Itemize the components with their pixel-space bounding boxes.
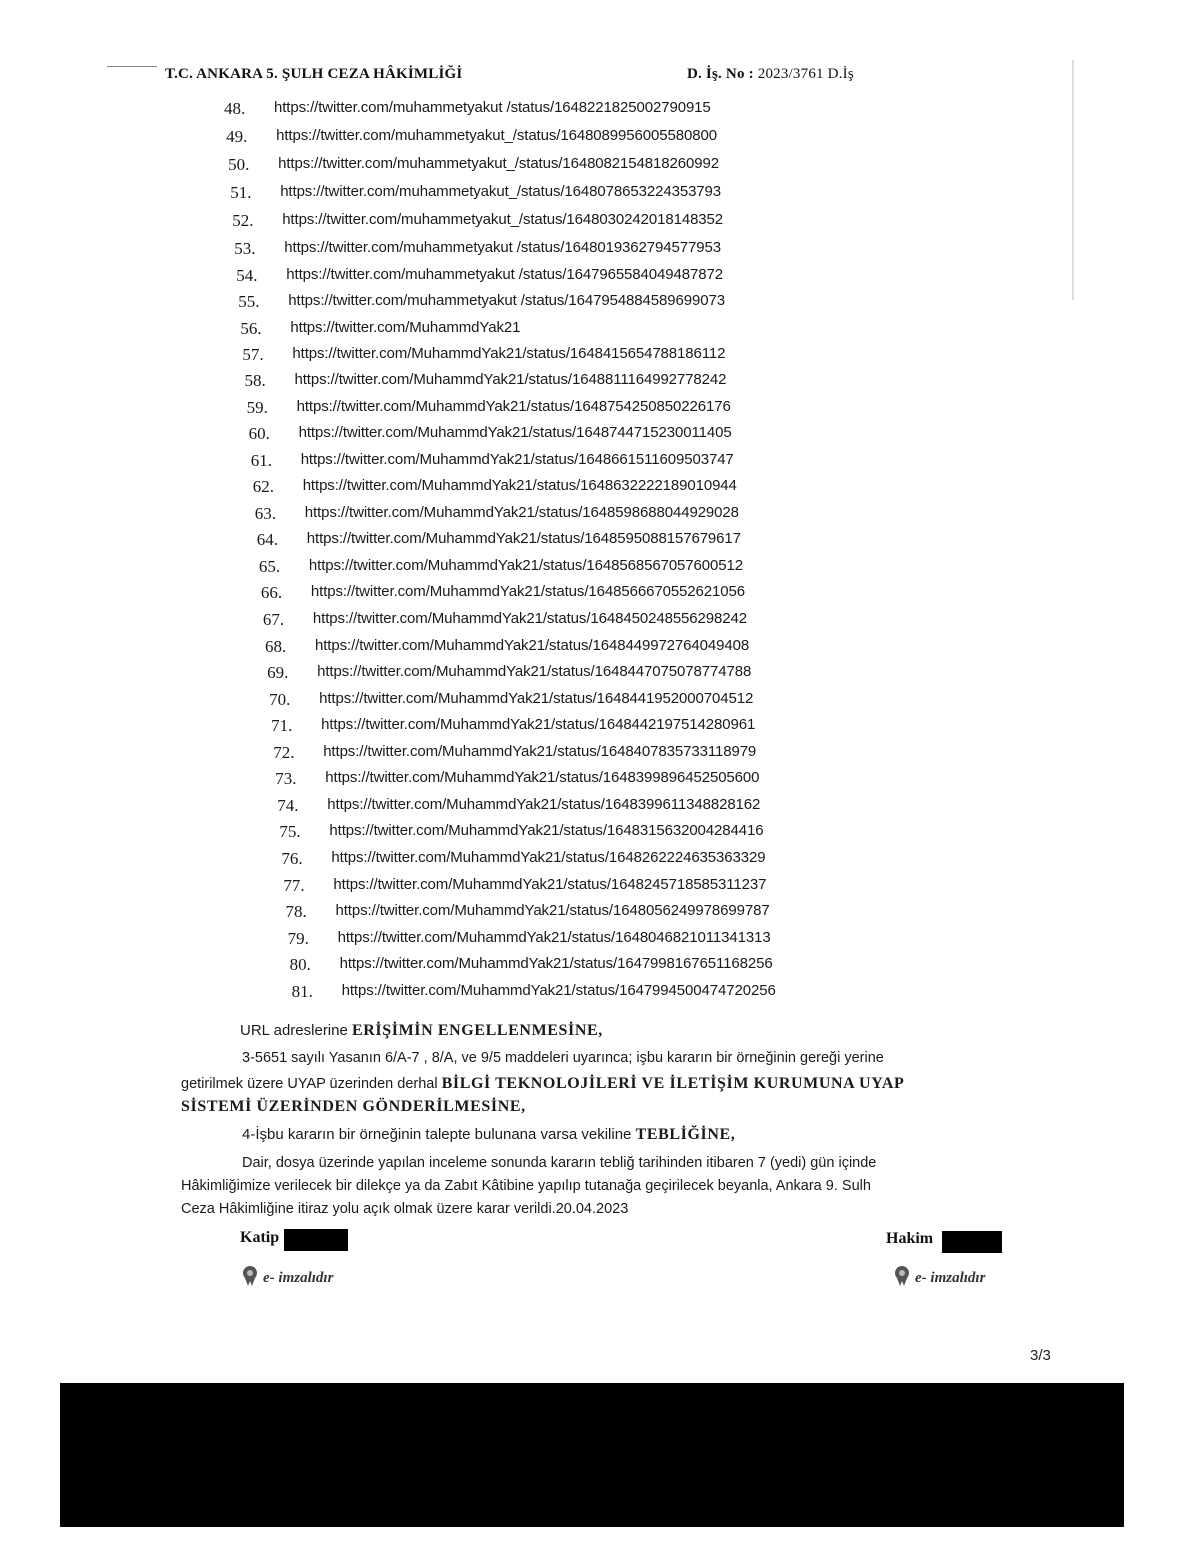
item-url: https://twitter.com/MuhammdYak21/status/1648407835733118979 [323, 742, 757, 760]
item-number: 60. [248, 424, 270, 444]
item-number: 69. [267, 663, 289, 683]
item-url: https://twitter.com/MuhammdYak21/status/1647994500474720256 [341, 981, 776, 999]
item-number: 49. [226, 127, 248, 146]
item-url: https://twitter.com/muhammetyakut_/status/1648030242018148352 [282, 211, 724, 229]
item-number: 59. [246, 397, 268, 417]
item-url: https://twitter.com/muhammetyakut_/status/1648082154818260992 [278, 155, 719, 173]
item-url: https://twitter.com/MuhammdYak21/status/1648415654788186112 [292, 344, 726, 362]
item-number: 63. [254, 503, 277, 523]
item-number: 61. [250, 450, 272, 470]
item-url: https://twitter.com/muhammetyakut_/status/1648078653224353793 [280, 183, 722, 201]
item-number: 50. [228, 155, 250, 175]
item-number: 73. [275, 769, 297, 789]
item-url: https://twitter.com/MuhammdYak21/status/1648661511609503747 [300, 450, 734, 468]
item-url: https://twitter.com/MuhammdYak21/status/1648450248556298242 [312, 610, 747, 627]
item-number: 74. [277, 795, 299, 815]
item-number: 72. [273, 742, 295, 762]
item-number: 53. [234, 239, 256, 259]
item-number: 78. [285, 902, 307, 921]
item-url: https://twitter.com/MuhammdYak21/status/1648595088157679617 [306, 530, 741, 548]
seal-icon [892, 1265, 912, 1292]
judge-esign-text: e- imzalıdır [915, 1270, 986, 1286]
clerk-esign-text: e- imzalıdır [263, 1270, 334, 1286]
item-number: 52. [232, 211, 254, 231]
court-name: T.C. ANKARA 5. ŞULH CEZA HÂKİMLİĞİ [165, 66, 463, 82]
item4-prefix: 4-İşbu kararın bir örneğinin talepte bulunana varsa vekiline [242, 1126, 636, 1143]
item-number: 62. [252, 477, 274, 497]
item3-line2-prefix: getirilmek üzere UYAP üzerinden derhal [181, 1076, 442, 1092]
scan-right-edge [1072, 60, 1074, 300]
scan-edge-line [107, 66, 157, 67]
seal-icon [240, 1265, 260, 1292]
item-url: https://twitter.com/muhammetyakut /status/1648221825002790915 [274, 99, 711, 116]
clerk-name-redaction [284, 1229, 348, 1251]
footer-redaction [60, 1383, 1124, 1527]
item-url: https://twitter.com/MuhammdYak21/status/1648447075078774788 [317, 663, 752, 681]
item-number: 79. [287, 928, 309, 948]
item-url: https://twitter.com/MuhammdYak21/status/1648568567057600512 [308, 556, 743, 574]
clerk-esign [240, 1265, 333, 1292]
item-number: 56. [240, 318, 262, 338]
item3-line3 [181, 1098, 526, 1116]
item-url: https://twitter.com/MuhammdYak21/status/1648315632004284416 [329, 822, 764, 840]
item-url: https://twitter.com/MuhammdYak21/status/1647998167651168256 [339, 955, 773, 973]
item-number: 64. [256, 530, 279, 550]
document-header [165, 66, 925, 92]
item-url: https://twitter.com/MuhammdYak21/status/1648245718585311237 [333, 875, 767, 893]
item-url: https://twitter.com/MuhammdYak21/status/1648262224635363329 [331, 848, 766, 866]
item3-line1: 3-5651 sayılı Yasanın 6/A-7 , 8/A, ve 9/5 maddeleri uyarınca; işbu kararın bir örneğinin gereği yerine [242, 1050, 884, 1066]
access-block-order: ERİŞİMİN ENGELLENMESİNE, [352, 1022, 603, 1039]
item-number: 58. [244, 371, 266, 390]
item-number: 55. [238, 292, 260, 312]
item4-line [242, 1126, 735, 1144]
file-number [687, 66, 854, 83]
judge-esign [892, 1265, 985, 1292]
item-url: https://twitter.com/muhammetyakut_/status/1648089956005580800 [276, 127, 717, 144]
item-url: https://twitter.com/MuhammdYak21/status/1648399896452505600 [325, 769, 760, 787]
item-number: 76. [281, 848, 303, 868]
clerk-label: Katip [240, 1229, 280, 1246]
item-number: 57. [242, 344, 264, 364]
btk-order: BİLGİ TEKNOLOJİLERİ VE İLETİŞİM KURUMUNA UYAP [441, 1075, 905, 1092]
item-url: https://twitter.com/MuhammdYak21/status/1648441952000704512 [319, 689, 754, 707]
item-number: 48. [224, 99, 246, 118]
item-number: 75. [279, 822, 301, 842]
item-number: 71. [271, 716, 293, 736]
final-line3: Ceza Hâkimliğine itiraz yolu açık olmak üzere karar verildi.20.04.2023 [181, 1201, 629, 1217]
item-number: 81. [291, 981, 313, 1001]
judge-label: Hakim [886, 1230, 934, 1247]
notification-order: TEBLİĞİNE, [635, 1126, 736, 1143]
url-block-prefix: URL adreslerine [240, 1022, 352, 1039]
item-url: https://twitter.com/MuhammdYak21/status/1648442197514280961 [321, 716, 756, 734]
send-order: SİSTEMİ ÜZERİNDEN GÖNDERİLMESİNE, [181, 1098, 526, 1115]
item-number: 54. [236, 265, 258, 285]
item-number: 66. [260, 583, 283, 603]
item-url: https://twitter.com/MuhammdYak21 [290, 318, 521, 336]
item-number: 80. [289, 955, 311, 975]
item-url: https://twitter.com/MuhammdYak21/status/1648632222189010944 [302, 477, 737, 495]
item-url: https://twitter.com/MuhammdYak21/status/1648399611348828162 [327, 795, 761, 813]
item-url: https://twitter.com/MuhammdYak21/status/1648598688044929028 [304, 503, 739, 521]
item-url: https://twitter.com/muhammetyakut /status/1647954884589699073 [288, 292, 725, 310]
item-number: 51. [230, 183, 252, 203]
final-line2: Hâkimliğimize verilecek bir dilekçe ya da Zabıt Kâtibine yapılıp tutanağa geçirilecek beyanla, Ankara 9. Sulh [181, 1178, 871, 1194]
page-number: 3/3 [1030, 1347, 1051, 1364]
judge-name-redaction [942, 1231, 1002, 1253]
item-url: https://twitter.com/MuhammdYak21/status/1648566670552621056 [310, 583, 745, 601]
item-number: 67. [262, 610, 285, 629]
item-url: https://twitter.com/MuhammdYak21/status/1648744715230011405 [298, 424, 732, 442]
url-block-line [240, 1022, 603, 1040]
item-url: https://twitter.com/MuhammdYak21/status/1648811164992778242 [294, 371, 727, 388]
item-url: https://twitter.com/MuhammdYak21/status/1648754250850226176 [296, 397, 731, 415]
item-url: https://twitter.com/MuhammdYak21/status/1648056249978699787 [335, 902, 770, 919]
item3-line2 [181, 1075, 904, 1093]
item-url: https://twitter.com/muhammetyakut /status/1647965584049487872 [286, 265, 723, 283]
item-url: https://twitter.com/MuhammdYak21/status/1648449972764049408 [315, 636, 750, 654]
item-number: 68. [265, 636, 287, 656]
item-number: 65. [258, 556, 281, 576]
item-url: https://twitter.com/MuhammdYak21/status/1648046821011341313 [337, 928, 771, 946]
final-line1: Dair, dosya üzerinde yapılan inceleme sonunda kararın tebliğ tarihinden itibaren 7 (yedi) gün içinde [242, 1155, 877, 1171]
item-url: https://twitter.com/muhammetyakut /status/1648019362794577953 [284, 239, 721, 257]
item-number: 77. [283, 875, 305, 895]
file-number-label: D. İş. No : [687, 66, 754, 82]
file-number-value: 2023/3761 D.İş [757, 66, 854, 82]
item-number: 70. [269, 689, 291, 709]
